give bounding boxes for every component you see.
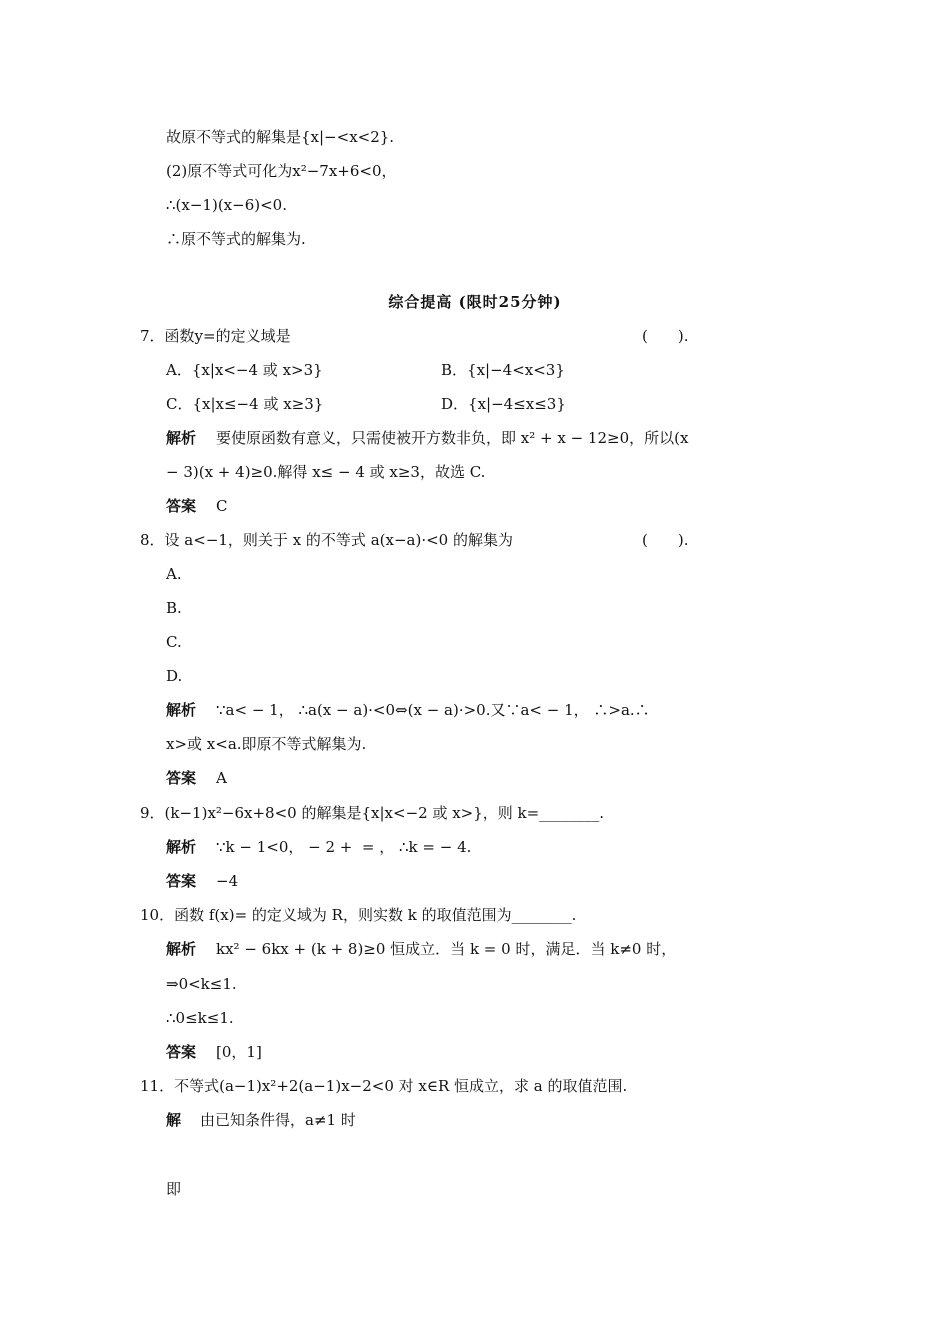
q7-option-d: D．{x|−4≤x≤3} — [441, 395, 566, 413]
q8-answer: A — [216, 769, 227, 787]
q10-answer-label: 答案 — [166, 1043, 197, 1061]
q10-stem: 10．函数 f(x)= 的定义域为 R，则实数 k 的取值范围为________. — [140, 906, 577, 924]
q10-answer: [0，1] — [216, 1043, 262, 1061]
q9-analysis-label: 解析 — [166, 838, 197, 856]
q8-stem: 8．设 a<−1，则关于 x 的不等式 a(x−a)·<0 的解集为 — [140, 531, 513, 549]
q9-analysis-line-1: ∵k − 1<0， − 2 + = ， ∴k = − 4. — [216, 838, 472, 856]
intro-line-2: (2)原不等式可化为x²−7x+6<0， — [166, 162, 397, 180]
intro-line-1: 故原不等式的解集是{x|−<x<2}. — [166, 128, 395, 146]
q7-analysis-line-2: − 3)(x + 4)≥0.解得 x≤ − 4 或 x≥3，故选 C. — [166, 463, 486, 481]
q7-analysis-line-1: 要使原函数有意义，只需使被开方数非负，即 x² + x − 12≥0，所以(x — [216, 429, 689, 447]
q10-analysis-line-2: ⇒0<k≤1. — [166, 975, 237, 993]
q9-answer: −4 — [216, 872, 239, 890]
q8-analysis-line-1: ∵a< − 1， ∴a(x − a)·<0⇔(x − a)·>0.又∵a< − 1， ∴>a.∴ — [216, 701, 650, 719]
q8-option-c: C. — [166, 633, 182, 651]
intro-line-4: ∴原不等式的解集为. — [166, 230, 306, 248]
q10-analysis-line-1: kx² − 6kx + (k + 8)≥0 恒成立．当 k = 0 时，满足．当 k≠0 时， — [216, 940, 677, 958]
intro-line-3: ∴(x−1)(x−6)<0. — [166, 196, 287, 214]
q11-solution-label: 解 — [166, 1111, 182, 1129]
q8-option-d: D. — [166, 667, 183, 685]
q7-answer-label: 答案 — [166, 497, 197, 515]
q7-paren: ( ). — [642, 327, 689, 345]
q8-paren: ( ). — [642, 531, 689, 549]
q11-solution-ji: 即 — [166, 1180, 182, 1198]
q11-stem: 11．不等式(a−1)x²+2(a−1)x−2<0 对 x∈R 恒成立，求 a 的取值范围. — [140, 1077, 628, 1095]
q7-option-c: C．{x|x≤−4 或 x≥3} — [166, 395, 324, 413]
q9-stem: 9．(k−1)x²−6x+8<0 的解集是{x|x<−2 或 x>}，则 k=________. — [140, 804, 604, 822]
q8-analysis-line-2: x>或 x<a.即原不等式解集为. — [166, 735, 367, 753]
q11-solution-line-1: 由已知条件得，a≠1 时 — [200, 1111, 356, 1129]
q8-answer-label: 答案 — [166, 769, 197, 787]
q7-analysis-label: 解析 — [166, 429, 197, 447]
q7-option-b: B．{x|−4<x<3} — [441, 361, 565, 379]
q8-analysis-label: 解析 — [166, 701, 197, 719]
q7-answer: C — [216, 497, 228, 515]
q8-option-b: B. — [166, 599, 182, 617]
q10-analysis-label: 解析 — [166, 940, 197, 958]
q7-stem: 7．函数y=的定义域是 — [140, 327, 291, 345]
q8-option-a: A. — [166, 565, 182, 583]
q7-option-a: A．{x|x<−4 或 x>3} — [166, 361, 323, 379]
section-title: 综合提高 (限时25分钟) — [388, 293, 562, 311]
q9-answer-label: 答案 — [166, 872, 197, 890]
q10-analysis-line-3: ∴0≤k≤1. — [166, 1009, 234, 1027]
